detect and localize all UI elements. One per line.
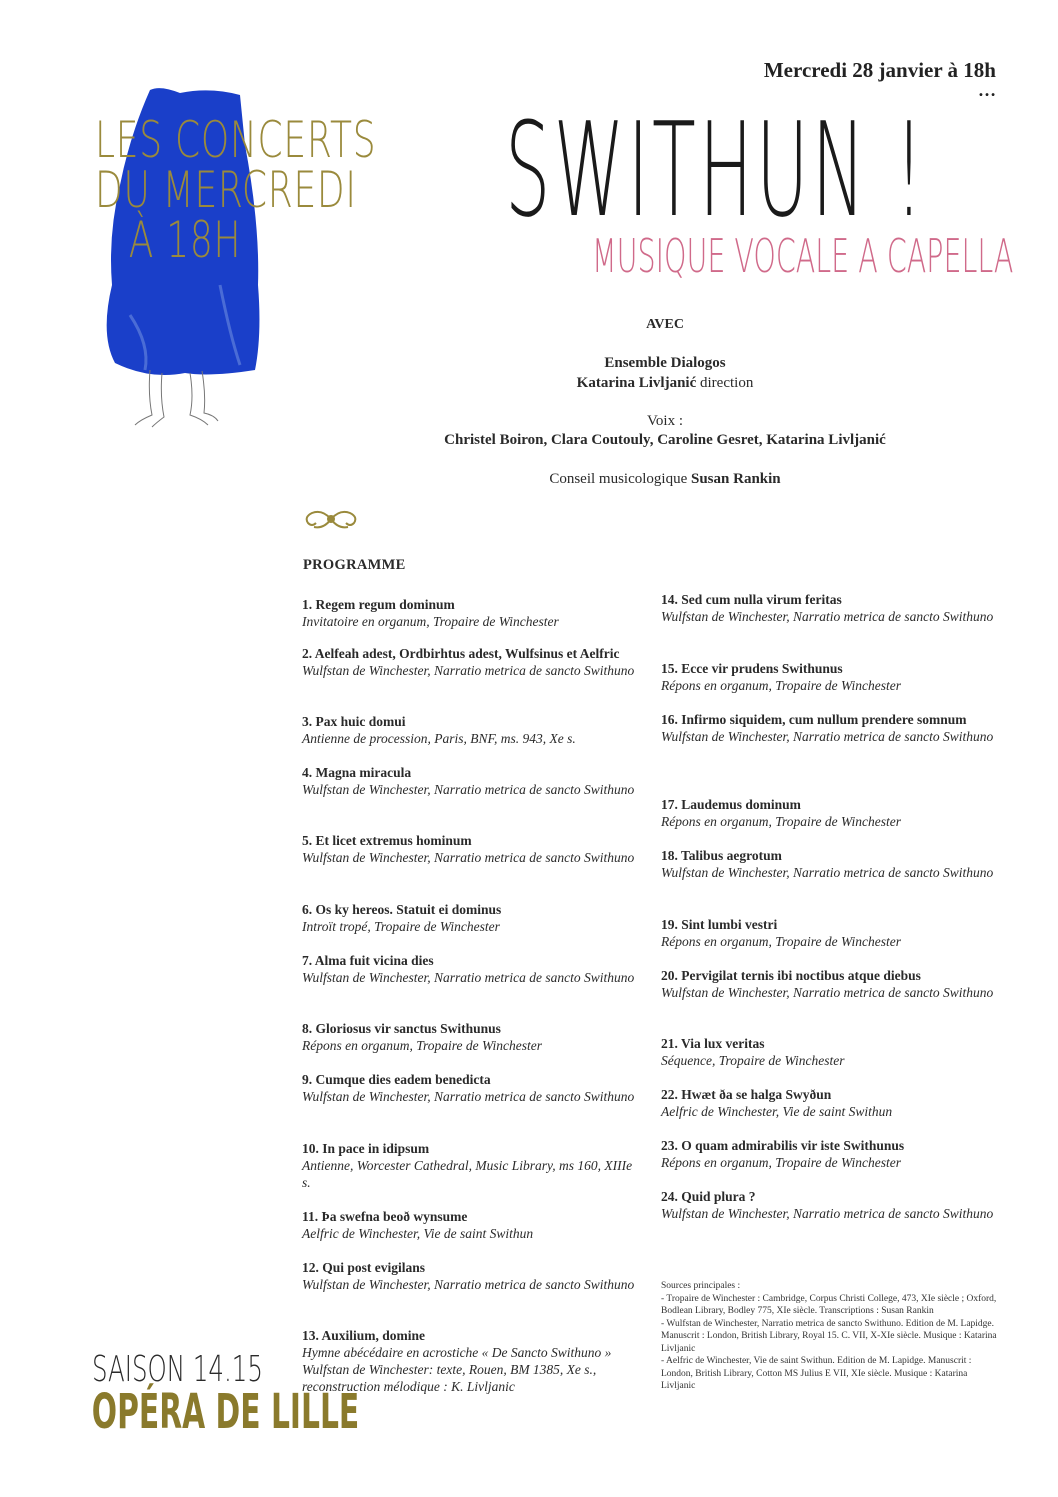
decorative-ornament-icon — [300, 505, 362, 533]
programme-item-description: Invitatoire en organum, Tropaire de Winchester — [302, 614, 559, 629]
programme-item — [661, 1035, 996, 1069]
date-ellipsis: … — [978, 80, 996, 100]
programme-item-title: 1. Regem regum dominum — [302, 597, 455, 612]
programme-item-title: 4. Magna miracula — [302, 765, 412, 780]
programme-item — [302, 764, 637, 798]
programme-item-description: Antienne, Worcester Cathedral, Music Library, ms 160, XIIIe s. — [302, 1158, 633, 1190]
programme-item — [302, 1259, 637, 1293]
programme-item — [302, 645, 637, 679]
series-title-line-3: À 18H — [128, 211, 242, 269]
programme-item-title: 19. Sint lumbi vestri — [661, 917, 778, 932]
programme-item-description: Wulfstan de Winchester, Narratio metrica de sancto Swithuno — [661, 1206, 994, 1221]
voices-label: Voix : — [647, 413, 683, 429]
programme-item-description: Wulfstan de Winchester, Narratio metrica de sancto Swithuno — [302, 850, 635, 865]
programme-item — [661, 1137, 996, 1171]
sources-heading: Sources principales : — [661, 1281, 741, 1291]
programme-item — [661, 847, 996, 881]
programme-item — [661, 1188, 996, 1222]
programme-item-description: Wulfstan de Winchester, Narratio metrica de sancto Swithuno — [661, 729, 994, 744]
programme-item-description: Hymne abécédaire en acrostiche « De Sancto Swithuno » Wulfstan de Winchester: texte, Rouen, BM 1385, Xe s., reconstruction mélodique : K. Livljanic — [302, 1345, 612, 1394]
concert-series-title — [60, 111, 377, 269]
programme-item-description: Wulfstan de Winchester, Narratio metrica de sancto Swithuno — [302, 663, 635, 678]
event-date: Mercredi 28 janvier à 18h — [763, 58, 996, 82]
sources-block — [661, 1280, 1001, 1393]
programme-item — [302, 1071, 637, 1105]
programme-item — [661, 967, 996, 1001]
programme-item-description: Wulfstan de Winchester, Narratio metrica de sancto Swithuno — [302, 970, 635, 985]
programme-item-title: 2. Aelfeah adest, Ordbirhtus adest, Wulfsinus et Aelfric — [302, 646, 620, 661]
series-title-line-2: DU MERCREDI — [95, 161, 357, 219]
source-entry: - Wulfstan de Winchester, Narratio metrica de sancto Swithuno. Edition de M. Lapidge. Manuscrit : London, British Library, Royal 15. C. VII, X-XIe siècle. Musique : Katarina Livljanic — [661, 1318, 997, 1354]
programme-item-title: 3. Pax huic domui — [302, 714, 406, 729]
programme-item — [302, 1208, 637, 1242]
programme-item-description: Répons en organum, Tropaire de Winchester — [661, 814, 901, 829]
source-entry: - Tropaire de Winchester : Cambridge, Corpus Christi College, 473, XIe siècle ; Oxford, Bodlean Library, Bodley 775, XIe siècle. Transcriptions : Susan Rankin — [661, 1293, 997, 1316]
programme-item-title: 15. Ecce vir prudens Swithunus — [661, 661, 843, 676]
programme-item-title: 22. Hwæt ða se halga Swyðun — [661, 1087, 832, 1102]
ensemble-name: Ensemble Dialogos — [604, 355, 726, 371]
programme-item — [661, 796, 996, 830]
programme-item-description: Répons en organum, Tropaire de Winchester — [302, 1038, 542, 1053]
programme-item-title: 16. Infirmo siquidem, cum nullum prendere somnum — [661, 712, 967, 727]
programme-item-description: Wulfstan de Winchester, Narratio metrica de sancto Swithuno — [302, 1089, 635, 1104]
programme-item — [302, 1020, 637, 1054]
programme-item-title: 5. Et licet extremus hominum — [302, 833, 472, 848]
programme-item-title: 23. O quam admirabilis vir iste Swithunus — [661, 1138, 905, 1153]
director-line — [300, 375, 1030, 392]
programme-item-description: Aelfric de Winchester, Vie de saint Swithun — [661, 1104, 893, 1119]
programme-item-description: Aelfric de Winchester, Vie de saint Swithun — [302, 1226, 534, 1241]
programme-item — [302, 596, 637, 630]
programme-item-title: 21. Via lux veritas — [661, 1036, 765, 1051]
programme-heading: PROGRAMME — [303, 557, 406, 573]
programme-item — [302, 1140, 637, 1191]
programme-item-description: Séquence, Tropaire de Winchester — [661, 1053, 845, 1068]
programme-item-title: 12. Qui post evigilans — [302, 1260, 426, 1275]
page-title: SWITHUN ! — [505, 94, 927, 246]
programme-item — [661, 591, 996, 625]
programme-item — [661, 916, 996, 950]
programme-item-title: 14. Sed cum nulla virum feritas — [661, 592, 842, 607]
avec-label: AVEC — [646, 317, 684, 332]
programme-item — [661, 660, 996, 694]
programme-item-description: Wulfstan de Winchester, Narratio metrica de sancto Swithuno — [661, 865, 994, 880]
programme-item-description: Répons en organum, Tropaire de Winchester — [661, 934, 901, 949]
programme-item-title: 17. Laudemus dominum — [661, 797, 801, 812]
programme-item-title: 9. Cumque dies eadem benedicta — [302, 1072, 491, 1087]
programme-item-title: 13. Auxilium, domine — [302, 1328, 426, 1343]
opera-logo-text: OPÉRA DE LILLE — [91, 1384, 360, 1440]
programme-item — [302, 713, 637, 747]
source-entry: - Aelfric de Winchester, Vie de saint Swithun. Edition de M. Lapidge. Manuscrit : London, British Library, Cotton MS Julius E VII, XIe siècle. Musique : Katarina Livljanic — [661, 1356, 972, 1391]
voices-list: Christel Boiron, Clara Coutouly, Caroline Gesret, Katarina Livljanić — [444, 432, 886, 448]
programme-item — [302, 832, 637, 866]
programme-item-title: 6. Os ky hereos. Statuit ei dominus — [302, 902, 502, 917]
programme-item-description: Répons en organum, Tropaire de Winchester — [661, 1155, 901, 1170]
programme-item-title: 7. Alma fuit vicina dies — [302, 953, 434, 968]
conseil-label: Conseil musicologique — [549, 471, 691, 487]
programme-item-title: 10. In pace in idipsum — [302, 1141, 430, 1156]
programme-item — [302, 901, 637, 935]
conseil-line — [300, 471, 1030, 488]
programme-item-title: 11. Þa swefna beoð wynsume — [302, 1209, 468, 1224]
programme-item-title: 8. Gloriosus vir sanctus Swithunus — [302, 1021, 501, 1036]
programme-item-description: Wulfstan de Winchester, Narratio metrica de sancto Swithuno — [302, 1277, 635, 1292]
programme-item-description: Wulfstan de Winchester, Narratio metrica de sancto Swithuno — [661, 609, 994, 624]
programme-item-title: 24. Quid plura ? — [661, 1189, 756, 1204]
director-role: direction — [696, 375, 754, 391]
programme-item-title: 18. Talibus aegrotum — [661, 848, 782, 863]
programme-item-title: 20. Pervigilat ternis ibi noctibus atque diebus — [661, 968, 921, 983]
programme-item — [302, 952, 637, 986]
season-label: SAISON 14.15 — [92, 1349, 263, 1390]
programme-item-description: Wulfstan de Winchester, Narratio metrica de sancto Swithuno — [302, 782, 635, 797]
page-subtitle: MUSIQUE VOCALE A CAPELLA — [592, 229, 1014, 283]
programme-item — [661, 1086, 996, 1120]
programme-item — [661, 711, 996, 745]
conseil-name: Susan Rankin — [691, 471, 781, 487]
programme-item-description: Antienne de procession, Paris, BNF, ms. 943, Xe s. — [302, 731, 576, 746]
programme-item-description: Wulfstan de Winchester, Narratio metrica de sancto Swithuno — [661, 985, 994, 1000]
programme-item-description: Introït tropé, Tropaire de Winchester — [302, 919, 500, 934]
director-name: Katarina Livljanić — [576, 375, 697, 391]
series-title-line-1: LES CONCERTS — [95, 111, 377, 169]
programme-item-description: Répons en organum, Tropaire de Winchester — [661, 678, 901, 693]
